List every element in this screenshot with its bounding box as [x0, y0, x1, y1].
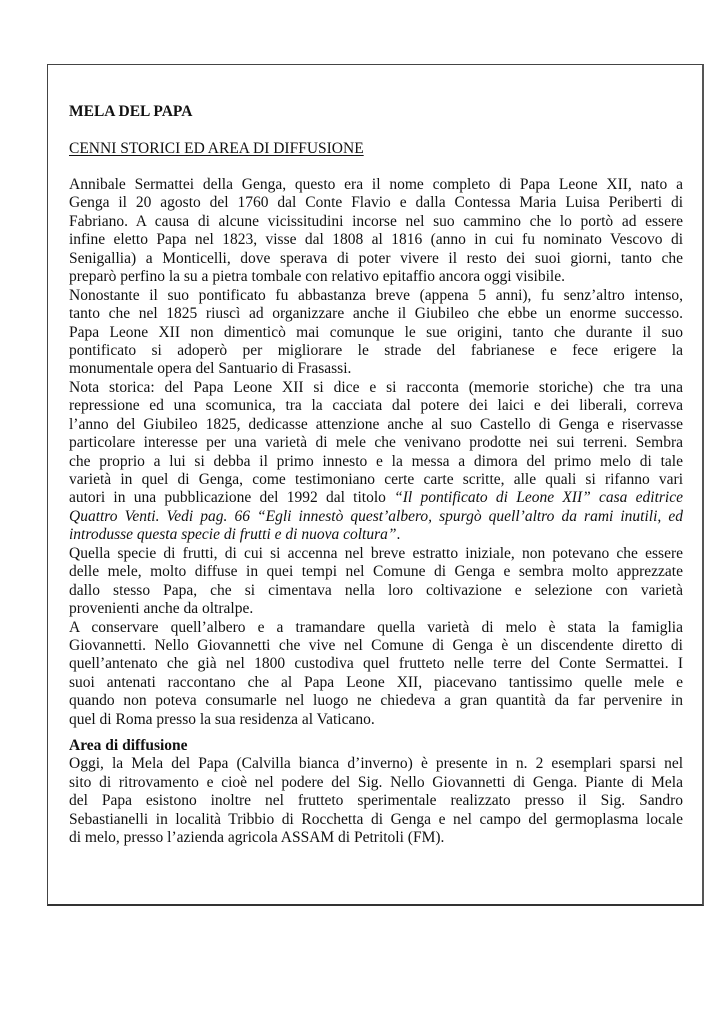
italic-quote: “Il pontificato di Leone XII” casa editrice [394, 489, 683, 507]
text-segment: sito di ritrovamento e cioè nel podere del Sig. Nello Giovannetti di Genga. Piante di Mela [69, 773, 683, 791]
italic-quote: Quattro Venti. Vedi pag. 66 “Egli innestò quest’albero, spurgò quell’altro da rami inutili, ed [69, 507, 683, 525]
text-line [69, 526, 683, 544]
text-segment: A conservare quell’albero e a tramandare quella varietà di melo è stata la famiglia [69, 618, 683, 636]
text-segment: monumentale opera del Santuario di Frasassi. [69, 360, 352, 378]
text-line [69, 453, 683, 471]
text-segment: Nota storica: del Papa Leone XII si dice e si racconta (memorie storiche) che tra una [69, 378, 683, 396]
text-segment: del Papa esistono inoltre nel frutteto sperimentale realizzato presso il Sig. Sandro [69, 792, 683, 810]
text-line [69, 755, 683, 773]
text-segment: Senigallia) a Monticelli, dove sperava di poter vivere il resto dei suoi giorni, tanto che [69, 249, 683, 267]
text-line [69, 287, 683, 305]
text-segment: tanto che nel 1825 riuscì ad organizzare anche il Giubileo che ebbe un enorme successo. [69, 305, 683, 323]
text-segment: dallo stesso Papa, che si cimentava nella loro coltivazione e selezione con varietà [69, 581, 683, 599]
text-line [69, 194, 683, 212]
text-segment: quell’antenato che già nel 1800 custodiva quel frutteto nelle terre del Conte Sermattei. I [69, 655, 683, 673]
area-section [69, 737, 683, 848]
text-line [69, 434, 683, 452]
text-segment: di melo, presso l’azienda agricola ASSAM di Petritoli (FM). [69, 829, 445, 847]
text-line [69, 600, 683, 618]
text-segment: quando non poteva consumarle nel luogo ne chiedeva a gran quantità da far pervenire in [69, 692, 683, 710]
text-line [69, 489, 683, 507]
text-segment: Quella specie di frutti, di cui si accenna nel breve estratto iniziale, non potevano che essere [69, 544, 683, 562]
text-line [69, 582, 683, 600]
text-segment: repressione ed una scomunica, tra la cacciata dal potere dei laici e dei liberali, correva [69, 397, 683, 415]
text-segment: varietà in quel di Genga, come testimoniano certe carte scritte, alle quali si rifanno vari [69, 471, 683, 488]
text-line [69, 563, 683, 581]
text-line [69, 619, 683, 637]
text-segment: Oggi, la Mela del Papa (Calvilla bianca d’inverno) è presente in n. 2 esemplari sparsi nel [69, 755, 683, 773]
section-heading: CENNI STORICI ED AREA DI DIFFUSIONE [69, 140, 364, 157]
text-line [69, 342, 683, 360]
text-line [69, 231, 683, 249]
text-segment: particolare interesse per una varietà di mele che venivano prodotte nei sui terreni. Sembra [69, 434, 683, 452]
text-segment: Giovannetti. Nello Giovannetti che vive nel Comune di Genga è un discendente diretto di [69, 636, 683, 654]
text-line [69, 637, 683, 655]
text-segment: quel di Roma presso la sua residenza al Vaticano. [69, 710, 375, 728]
area-heading: Area di diffusione [69, 737, 188, 754]
text-segment: autori in una pubblicazione del 1992 dal titolo [69, 489, 395, 507]
text-segment: che proprio a lui si debba il primo innesto e la messa a dimora del primo melo di tale [69, 452, 683, 470]
text-line [69, 711, 683, 729]
text-segment: Sebastianelli in località Tribbio di Rocchetta di Genga e nel campo del germoplasma locale [69, 810, 683, 828]
text-line [69, 324, 683, 342]
text-segment: Papa Leone XII non dimenticò mai comunque le sue origini, tanto che durante il suo [69, 323, 683, 341]
text-segment: Fabriano. A causa di alcune vicissitudini incorse nel suo cammino che lo portò ad essere [69, 212, 683, 230]
text-segment: Nonostante il suo pontificato fu abbastanza breve (appena 5 anni), fu senz’altro intenso, [69, 286, 683, 304]
area-text [69, 755, 683, 847]
text-line [69, 471, 683, 489]
text-line [69, 397, 683, 415]
text-line [69, 508, 683, 526]
text-line [69, 213, 683, 231]
document-title: MELA DEL PAPA [69, 103, 193, 120]
text-line [69, 360, 683, 378]
text-segment: preparò perfino la su a pietra tombale con relativo epitaffio ancora oggi visibile. [69, 268, 565, 286]
text-segment: suoi antenati raccontano che al Papa Leone XII, piacevano tantissimo quelle mele e [69, 673, 683, 691]
italic-quote: introdusse questa specie di frutti e di nuova coltura” [69, 526, 397, 544]
text-line [69, 268, 683, 286]
text-line [69, 829, 683, 847]
text-segment: Annibale Sermattei della Genga, questo era il nome completo di Papa Leone XII, nato a [69, 176, 683, 193]
text-line [69, 655, 683, 673]
text-line [69, 379, 683, 397]
text-segment: Genga il 20 agosto del 1760 dal Conte Flavio e dalla Contessa Maria Luisa Periberti di [69, 194, 683, 212]
text-line [69, 250, 683, 268]
text-line [69, 774, 683, 792]
text-segment: l’anno del Giubileo 1825, dedicasse attenzione anche al suo Castello di Genga e riservasse [69, 415, 683, 433]
text-segment: . [396, 526, 401, 544]
text-segment: infine eletto Papa nel 1823, visse dal 1808 al 1816 (anno in cui fu nominato Vescovo di [69, 231, 683, 249]
history-text [69, 176, 683, 729]
text-line [69, 176, 683, 194]
text-segment: delle mele, molto diffuse in quei tempi nel Comune di Genga e sembra molto apprezzate [69, 563, 683, 581]
text-segment: provenienti anche da oltralpe. [69, 600, 254, 618]
text-line [69, 416, 683, 434]
text-line [69, 692, 683, 710]
text-line [69, 545, 683, 563]
text-line [69, 674, 683, 692]
text-segment: pontificato si adoperò per migliorare le strade del fabrianese e fece erigere la [69, 341, 683, 359]
text-line [69, 811, 683, 829]
text-line [69, 792, 683, 810]
text-line [69, 305, 683, 323]
